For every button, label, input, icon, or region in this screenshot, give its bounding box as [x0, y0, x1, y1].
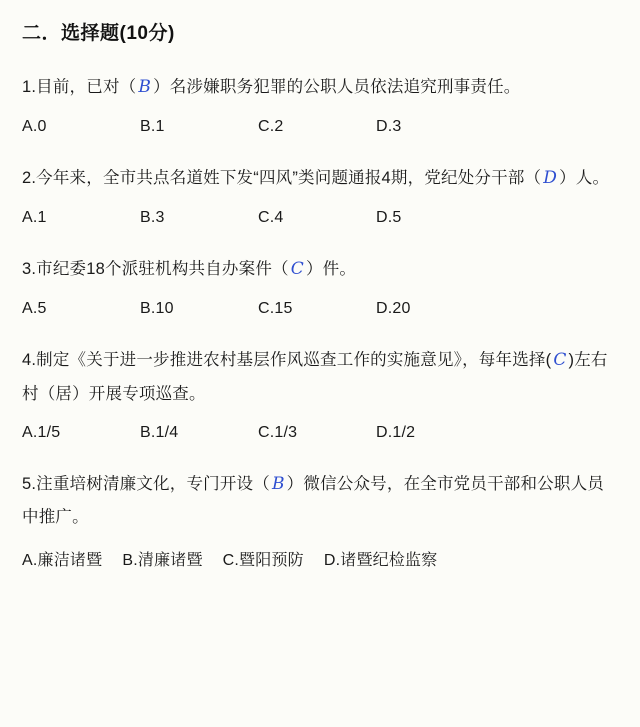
option-list — [22, 209, 618, 227]
handwritten-answer: C — [290, 259, 304, 280]
question-text-after: ）人。 — [559, 169, 610, 188]
question-text — [22, 71, 618, 104]
handwritten-answer: B — [271, 473, 285, 494]
option-b[interactable]: B.10 — [140, 300, 174, 318]
option-a[interactable]: A.5 — [22, 300, 47, 318]
option-b[interactable]: B.清廉诸暨 — [122, 552, 203, 570]
option-a[interactable]: A.1 — [22, 209, 47, 227]
question-text — [22, 253, 618, 286]
option-list — [22, 547, 618, 570]
option-b[interactable]: B.3 — [140, 209, 165, 227]
option-b[interactable]: B.1 — [140, 118, 165, 136]
option-d[interactable]: D.1/2 — [376, 423, 416, 441]
option-d[interactable]: D.20 — [376, 300, 411, 318]
option-c[interactable]: C.1/3 — [258, 423, 298, 441]
question-text-after: ）微信公众号，在全市党员干部和公职人员中推广。 — [22, 474, 604, 526]
question-text-before: 1.目前，已对（ — [22, 78, 137, 96]
question-text — [22, 344, 618, 409]
handwritten-answer: D — [543, 168, 558, 189]
option-d[interactable]: D.5 — [376, 209, 402, 227]
option-c[interactable]: C.4 — [258, 209, 284, 227]
handwritten-answer: B — [138, 77, 152, 97]
option-d[interactable]: D.3 — [376, 118, 402, 136]
question-text-before: 3.市纪委18个派驻机构共自办案件（ — [22, 260, 289, 279]
question-block — [22, 71, 618, 136]
option-c[interactable]: C.2 — [258, 118, 284, 136]
option-list — [22, 300, 618, 318]
option-list — [22, 118, 618, 136]
question-text — [22, 162, 618, 195]
question-block — [22, 344, 618, 441]
option-b[interactable]: B.1/4 — [140, 423, 179, 441]
handwritten-answer: C — [553, 350, 567, 371]
question-block — [22, 253, 618, 318]
question-text-after: )左右村（居）开展专项巡查。 — [22, 351, 608, 403]
option-d[interactable]: D.诸暨纪检监察 — [323, 552, 438, 570]
question-text-before: 4.制定《关于进一步推进农村基层作风巡查工作的实施意见》，每年选择( — [22, 351, 552, 370]
option-list — [22, 424, 618, 442]
question-block — [22, 468, 618, 570]
option-c[interactable]: C.暨阳预防 — [222, 552, 304, 570]
question-text-before: 2.今年来，全市共点名道姓下发“四风”类问题通报4期，党纪处分干部（ — [22, 169, 542, 188]
option-c[interactable]: C.15 — [258, 300, 293, 318]
page-title: 二．选择题(10分) — [22, 23, 175, 44]
option-a[interactable]: A.0 — [22, 118, 47, 136]
question-block — [22, 162, 618, 227]
question-text-before: 5.注重培树清廉文化，专门开设（ — [22, 474, 270, 493]
option-a[interactable]: A.1/5 — [22, 423, 61, 441]
question-text — [22, 468, 618, 533]
question-text-after: ）名涉嫌职务犯罪的公职人员依法追究刑事责任。 — [153, 78, 521, 96]
question-text-after: ）件。 — [305, 260, 357, 279]
option-a[interactable]: A.廉洁诸暨 — [22, 552, 103, 570]
